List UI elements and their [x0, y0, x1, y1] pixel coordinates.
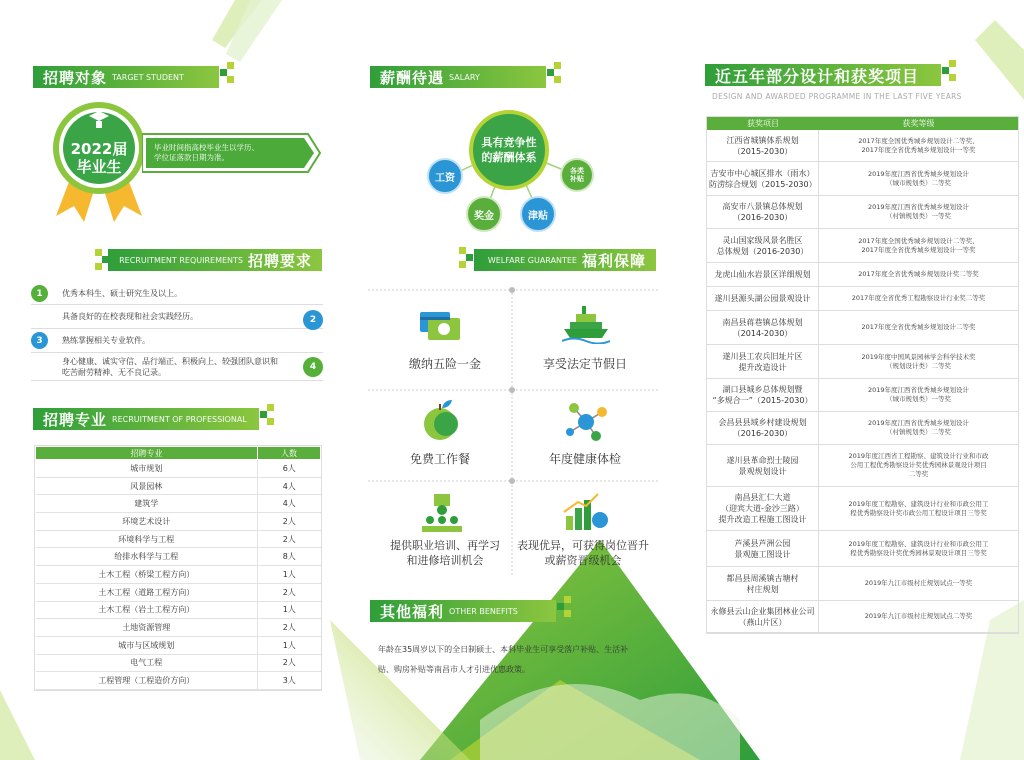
project-line: 会昌县县域乡村建设规划 [718, 418, 807, 427]
table-row [36, 672, 321, 690]
table-row [707, 130, 1018, 162]
welfare-item-insurance: 缴纳五险一金 [408, 357, 481, 371]
list-item [31, 329, 323, 353]
bonus-label: 奖金 [474, 210, 494, 222]
count-cell: 2人 [258, 619, 321, 637]
salary-title: 薪酬待遇 [380, 68, 445, 87]
salary-section-header [370, 66, 546, 88]
majors-table-wrapper [34, 445, 322, 691]
major-cell: 工程管理（工程造价方向） [36, 672, 258, 690]
award-line: （村镇规划类）一等奖 [885, 212, 951, 220]
award-line: 2019年度江西省优秀城乡规划设计 [867, 169, 970, 178]
award-line: 2019年度江西省优秀城乡规划设计 [867, 419, 970, 427]
award-level-cell [819, 567, 1018, 600]
award-line: 2017年度全省优秀城乡规划设计二等奖 [861, 323, 976, 331]
award-line: 2017年度全国优秀城乡规划设计二等奖、 [858, 236, 979, 245]
other-section-header [370, 600, 556, 622]
major-cell: 城市与区域规划 [36, 636, 258, 654]
col-level-header: 获奖等级 [902, 119, 935, 128]
header-decor-squares [220, 62, 242, 84]
training-line1: 提供职业培训、再学习 [390, 539, 500, 552]
table-row [36, 477, 321, 495]
count-cell: 8人 [258, 548, 321, 566]
major-cell: 土地资源管理 [36, 619, 258, 637]
award-level-cell [819, 130, 1018, 161]
project-line: （2015-2030） [732, 146, 793, 156]
awards-title: 近五年部分设计和获奖项目 [715, 66, 920, 86]
badge-label: 毕业生 [76, 158, 122, 176]
award-level-cell [819, 229, 1018, 262]
promotion-line1: 表现优异，可获得岗位晋升 [517, 539, 649, 552]
list-item [31, 353, 323, 381]
project-line: 江西省城镇体系规划 [726, 135, 799, 145]
project-line: 遂川县工农兵旧址片区 [722, 351, 803, 361]
salary-title-en: SALARY [449, 72, 480, 82]
item-number: 2 [303, 310, 323, 330]
table-row [36, 654, 321, 672]
project-line: “多规合一”（2015-2030） [712, 396, 813, 405]
table-row [707, 531, 1018, 567]
major-cell: 环境科学与工程 [36, 530, 258, 548]
header-decor-squares [547, 62, 569, 84]
project-line: 南昌县蒋巷镇总体规划 [722, 317, 803, 327]
award-line: 2019年九江市级村庄规划试点二等奖 [864, 612, 973, 620]
major-cell: 风景园林 [36, 477, 258, 495]
allowance-label: 津贴 [528, 210, 548, 222]
subsidy-line2: 补贴 [570, 175, 584, 183]
award-level-cell [819, 445, 1018, 486]
award-level-cell [819, 263, 1018, 286]
award-line: 2019年度工程勘察、建筑设计行业和市政公用工 [848, 539, 989, 548]
major-cell: 土木工程（桥梁工程方向） [36, 566, 258, 584]
award-line: （城市规划类）二等奖 [885, 178, 951, 187]
awards-table [706, 116, 1019, 634]
award-line: 2019年度江西省优秀城乡规划设计 [867, 203, 970, 211]
requirements-section-header [108, 249, 322, 271]
project-line: 吉安市中心城区排水（雨水） [710, 168, 815, 178]
wage-label: 工资 [435, 172, 455, 184]
majors-table [35, 446, 321, 690]
table-row [707, 287, 1018, 311]
col-count-header: 人数 [258, 447, 321, 460]
award-line: 程优秀勘察设计奖市政公用工程设计项目三等奖 [850, 508, 987, 517]
subsidy-line1: 各类 [570, 167, 584, 175]
other-title: 其他福利 [380, 602, 445, 621]
target-note-line2: 学位证落款日期为准。 [154, 153, 229, 162]
table-row [707, 263, 1018, 287]
allowance-bubble [520, 196, 556, 232]
table-row [707, 487, 1018, 531]
welfare-title: 福利保障 [581, 251, 646, 270]
award-line: 2019年度江西省优秀城乡规划设计 [867, 386, 970, 394]
welfare-title-en: WELFARE GUARANTEE [487, 255, 577, 265]
award-level-cell [819, 601, 1018, 632]
welfare-section-header [474, 249, 656, 271]
project-cell [707, 311, 819, 344]
award-level-cell [819, 531, 1018, 566]
project-line: （燕山片区） [738, 617, 787, 627]
target-title: 招聘对象 [43, 68, 108, 87]
item-number: 1 [31, 285, 48, 302]
project-line: 芦溪县芦洲公园 [734, 538, 791, 548]
table-row [707, 229, 1018, 263]
table-row [36, 566, 321, 584]
item-number: 4 [303, 357, 323, 377]
major-cell: 环境艺术设计 [36, 513, 258, 531]
award-level-cell [819, 196, 1018, 228]
major-cell: 电气工程 [36, 654, 258, 672]
count-cell: 1人 [258, 566, 321, 584]
count-cell: 2人 [258, 513, 321, 531]
project-line: 防涝综合规划（2015-2030） [709, 179, 817, 189]
welfare-item-meals: 免费工作餐 [409, 452, 470, 466]
item-text: 熟练掌握相关专业软件。 [62, 336, 150, 345]
table-row [36, 636, 321, 654]
growth-chart-icon [562, 490, 610, 534]
awards-header-row [707, 117, 1018, 130]
count-cell: 2人 [258, 654, 321, 672]
target-section-header [33, 66, 219, 88]
major-cell: 土木工程（岩土工程方向） [36, 601, 258, 619]
cruise-ship-icon [562, 304, 610, 344]
major-cell: 土木工程（道路工程方向） [36, 583, 258, 601]
header-decor-squares [942, 60, 964, 82]
header-decor-squares [557, 596, 579, 618]
training-line2: 和进修培训机会 [406, 554, 484, 567]
project-cell [707, 445, 819, 486]
header-decor-squares [260, 404, 282, 426]
table-row [36, 495, 321, 513]
award-line: 2017年度全国优秀城乡规划设计二等奖、 [858, 136, 979, 145]
wage-bubble [427, 158, 463, 194]
award-line: 2017年度全省优秀工程勘察设计行业奖二等奖 [851, 294, 986, 302]
award-line: 2017年度全省优秀城乡规划设计奖二等奖 [858, 270, 979, 278]
award-line: 2017年度全省优秀城乡规划设计一等奖 [861, 245, 976, 254]
award-line: 2019年度工程勘察、建筑设计行业和市政公用工 [848, 499, 989, 508]
requirements-list [31, 283, 323, 381]
count-cell: 4人 [258, 495, 321, 513]
project-line: （2014-2030） [732, 328, 793, 338]
project-line: 总体规划（2016-2030） [716, 246, 809, 256]
project-line: 提升改造工程施工图设计 [718, 515, 807, 524]
target-note-line1: 毕业时间指高校毕业生以学历、 [154, 143, 259, 152]
project-line: 景观施工图设计 [734, 549, 791, 559]
project-cell [707, 487, 819, 530]
project-cell [707, 287, 819, 310]
count-cell: 2人 [258, 583, 321, 601]
awards-title-en: DESIGN AND AWARDED PROGRAMME IN THE LAST FIVE YEARS [712, 92, 962, 101]
award-line: 2017年度全省优秀城乡规划设计一等奖 [861, 145, 976, 154]
table-row [707, 412, 1018, 445]
award-level-cell [819, 487, 1018, 530]
award-line: 2019年九江市级村庄规划试点一等奖 [864, 579, 973, 587]
target-title-en: TARGET STUDENT [112, 72, 184, 82]
table-row [36, 583, 321, 601]
welfare-item-training [375, 538, 515, 568]
item-text: 具备良好的在校表现和社会实践经历。 [62, 312, 198, 321]
project-line: 永修县云山企业集团林业公司 [710, 606, 815, 616]
awards-rows [707, 130, 1018, 633]
award-level-cell [819, 345, 1018, 378]
item-number: 3 [31, 332, 48, 349]
table-row [707, 196, 1018, 229]
count-cell: 6人 [258, 460, 321, 478]
major-cell: 给排水科学与工程 [36, 548, 258, 566]
majors-title: 招聘专业 [43, 410, 108, 429]
apple-icon [420, 398, 462, 442]
item-text: 优秀本科生、硕士研究生及以上。 [62, 289, 182, 298]
table-row [707, 379, 1018, 412]
header-decor-squares [88, 249, 110, 271]
project-cell [707, 567, 819, 600]
header-decor-squares [452, 247, 474, 269]
project-line: 村庄规划 [746, 584, 779, 594]
majors-section-header [33, 408, 259, 430]
project-cell [707, 379, 819, 411]
table-row [707, 162, 1018, 196]
project-line: 高安市八景镇总体规划 [722, 202, 803, 211]
list-item [31, 305, 323, 329]
award-line: 2019年度江西省工程勘察、建筑设计行业和市政 [848, 452, 989, 460]
bonus-bubble [466, 196, 502, 232]
table-row [36, 548, 321, 566]
col-major-header: 招聘专业 [36, 447, 258, 460]
other-title-en: OTHER BENEFITS [449, 606, 518, 616]
table-row [707, 345, 1018, 379]
project-line: （迎宾大道-金沙三路） [721, 504, 804, 513]
award-line: 2019年度中国风景园林学会科学技术奖 [861, 352, 976, 361]
majors-title-en: RECRUITMENT OF PROFESSIONAL [112, 414, 247, 424]
project-line: 遂川县源头湖公园景观设计 [714, 294, 811, 303]
project-line: 景观规划设计 [738, 466, 787, 476]
project-line: （2016-2030） [732, 429, 793, 438]
award-level-cell [819, 379, 1018, 411]
award-level-cell [819, 311, 1018, 344]
promotion-line2: 或薪资晋级机会 [544, 554, 622, 567]
award-line: 公用工程优秀勘察设计奖优秀园林景观设计项目 [850, 461, 987, 469]
project-line: 灵山国家级风景名胜区 [722, 235, 803, 245]
project-line: 遂川县革命烈士陵园 [726, 455, 799, 465]
project-line: 都昌县周溪镇古塘村 [726, 573, 799, 583]
project-line: 提升改造设计 [738, 362, 787, 372]
table-row [36, 619, 321, 637]
project-cell [707, 531, 819, 566]
col-project-header: 获奖项目 [747, 119, 779, 128]
molecule-icon [562, 398, 610, 442]
project-cell [707, 130, 819, 161]
project-line: 南昌县汇仁大道 [734, 493, 791, 502]
count-cell: 2人 [258, 530, 321, 548]
target-note [154, 143, 259, 163]
table-row [36, 601, 321, 619]
table-row [707, 567, 1018, 601]
project-line: 龙虎山仙水岩景区详细规划 [714, 270, 811, 279]
award-line: （规划设计类）二等奖 [885, 361, 951, 370]
training-icon [418, 490, 466, 534]
award-level-cell [819, 287, 1018, 310]
project-cell [707, 162, 819, 195]
welfare-item-holidays: 享受法定节假日 [542, 357, 627, 371]
table-row [707, 445, 1018, 487]
table-row [36, 460, 321, 478]
table-row [36, 513, 321, 531]
count-cell: 3人 [258, 672, 321, 690]
other-line2: 贴、购房补贴等南昌市人才引进优惠政策。 [378, 665, 530, 674]
table-row [707, 311, 1018, 345]
badge-year: 2022届 [70, 140, 128, 158]
center-line1: 具有竞争性 [481, 136, 537, 149]
project-cell [707, 601, 819, 632]
project-cell [707, 196, 819, 228]
other-benefits-text [378, 640, 660, 680]
project-cell [707, 263, 819, 286]
other-line1: 年龄在35周岁以下的全日制硕士、本科毕业生可享受落户补贴、生活补 [378, 645, 629, 654]
money-card-icon [418, 308, 462, 342]
count-cell: 4人 [258, 477, 321, 495]
salary-center-bubble [469, 110, 549, 190]
count-cell: 1人 [258, 636, 321, 654]
award-line: （城市规划类）一等奖 [885, 395, 951, 403]
major-cell: 建筑学 [36, 495, 258, 513]
project-cell [707, 345, 819, 378]
project-line: 湖口县城乡总体规划暨 [722, 385, 803, 394]
welfare-item-promotion [508, 538, 658, 568]
table-row [707, 601, 1018, 633]
award-line: 二等奖 [908, 470, 929, 478]
welfare-item-checkup: 年度健康体检 [548, 452, 621, 466]
item-text-line2: 吃苦耐劳精神、无不良记录。 [62, 367, 166, 377]
requirements-title-en: RECRUITMENT REQUIREMENTS [119, 255, 243, 265]
count-cell: 1人 [258, 601, 321, 619]
project-cell [707, 229, 819, 262]
award-line: 程优秀勘察设计奖优秀园林景观设计项目三等奖 [850, 548, 987, 557]
center-line2: 的薪酬体系 [481, 151, 537, 164]
requirements-title: 招聘要求 [247, 251, 312, 270]
award-level-cell [819, 412, 1018, 444]
awards-section-header [705, 64, 941, 86]
item-text-line1: 身心健康、诚实守信、品行端正、积极向上、较强团队意识和 [62, 356, 278, 366]
table-row [36, 530, 321, 548]
award-line: （村镇规划类）二等奖 [885, 428, 951, 436]
award-level-cell [819, 162, 1018, 195]
project-line: （2016-2030） [732, 213, 793, 222]
list-item [31, 283, 323, 305]
subsidy-bubble [560, 158, 594, 192]
major-cell: 城市规划 [36, 460, 258, 478]
project-cell [707, 412, 819, 444]
